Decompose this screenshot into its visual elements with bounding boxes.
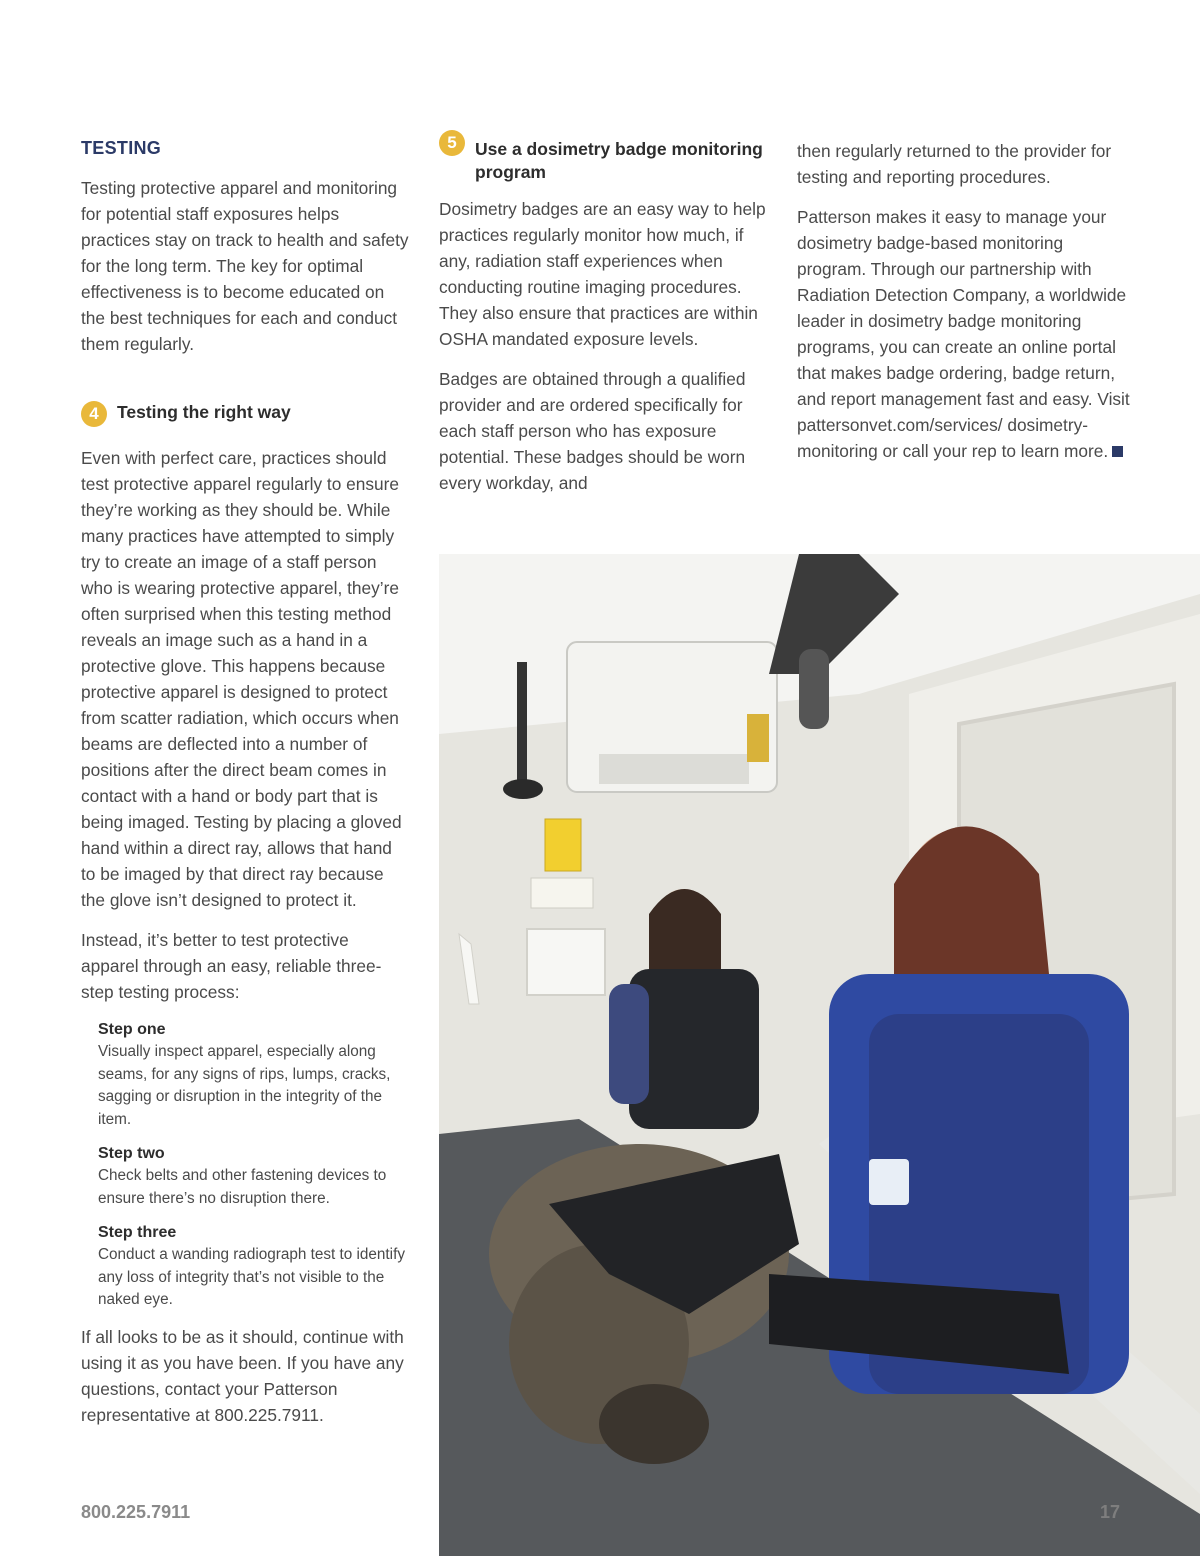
patterson-paragraph [797,204,1137,464]
returned-paragraph: then regularly returned to the provider for testing and reporting procedures. [797,141,1112,187]
steps-list [98,1019,411,1312]
column-right [797,138,1137,478]
number-badge-4: 4 [81,401,107,427]
step-item [98,1222,411,1312]
section-4-heading [81,401,411,427]
end-of-article-mark [1112,446,1123,457]
step-title: Step one [98,1021,166,1038]
page-number: 17 [1100,1502,1121,1522]
testing-paragraph: Even with perfect care, practices should test protective apparel regularly to ensure they’re working as they should be. While many practices have attempted to simply try to create an image of a staff person who is wearing protective apparel, they’re often surprised when this testing method reveals an image such as a hand in a protective glove. This happens because protective apparel is designed to protect from scatter radiation, which occurs when beams are deflected into a number of positions after the direct beam comes in contact with a hand or body part that is being imaged. Testing by placing a gloved hand within a direct ray, allows that hand to be imaged by that direct ray because the glove isn’t designed to protect it. [81,448,402,910]
section-heading-testing: TESTING [81,138,162,158]
section-5-heading [439,130,769,184]
footer-phone-number: 800.225.7911 [81,1502,191,1522]
section-5-title: Use a dosimetry badge monitoring program [475,139,763,182]
intro-paragraph: Testing protective apparel and monitoring for potential staff exposures helps practices stay on track to health and safety for the long term. The key for optimal effectiveness is to become educated on the best techniques for each and conduct them regularly. [81,178,409,354]
dosimetry-paragraph: Dosimetry badges are an easy way to help practices regularly monitor how much, if any, radiation staff experiences when conducting routine imaging procedures. They also ensure that practices are within OSHA mandated exposure levels. [439,199,766,349]
column-left [81,138,411,1442]
closing-paragraph: If all looks to be as it should, continue with using it as you have been. If you have any questions, contact your Patterson representative at 800.225.7911. [81,1326,404,1425]
section-4-title: Testing the right way [117,402,291,422]
step-item [98,1143,411,1210]
step-text: Conduct a wanding radiograph test to identify any loss of integrity that’s not visible to the naked eye. [98,1246,405,1308]
badges-paragraph: Badges are obtained through a qualified provider and are ordered specifically for each staff person who has exposure potential. These badges should be worn every workday, and [439,369,746,493]
instead-paragraph: Instead, it’s better to test protective apparel through an easy, reliable three-step testing process: [81,930,382,1002]
step-text: Visually inspect apparel, especially along seams, for any signs of rips, lumps, cracks, sagging or disruption in the integrity of the item. [98,1043,391,1128]
number-badge-5: 5 [439,130,465,156]
step-title: Step two [98,1145,165,1162]
column-middle [439,130,769,510]
xray-room-photo [439,554,1200,1556]
step-text: Check belts and other fastening devices to ensure there’s no disruption there. [98,1167,387,1207]
step-title: Step three [98,1224,177,1241]
step-item [98,1019,411,1131]
patterson-text: Patterson makes it easy to manage your dosimetry badge-based monitoring program. Through our partnership with Radiation Detection Company, a worldwide leader in dosimetry badge monitoring programs, you can create an online portal that makes badge ordering, badge return, and report management fast and easy. Visit pattersonvet.com/services/ dosimetry-monitoring or call your rep to learn more. [797,207,1130,461]
photo-illustration [439,554,1200,1556]
